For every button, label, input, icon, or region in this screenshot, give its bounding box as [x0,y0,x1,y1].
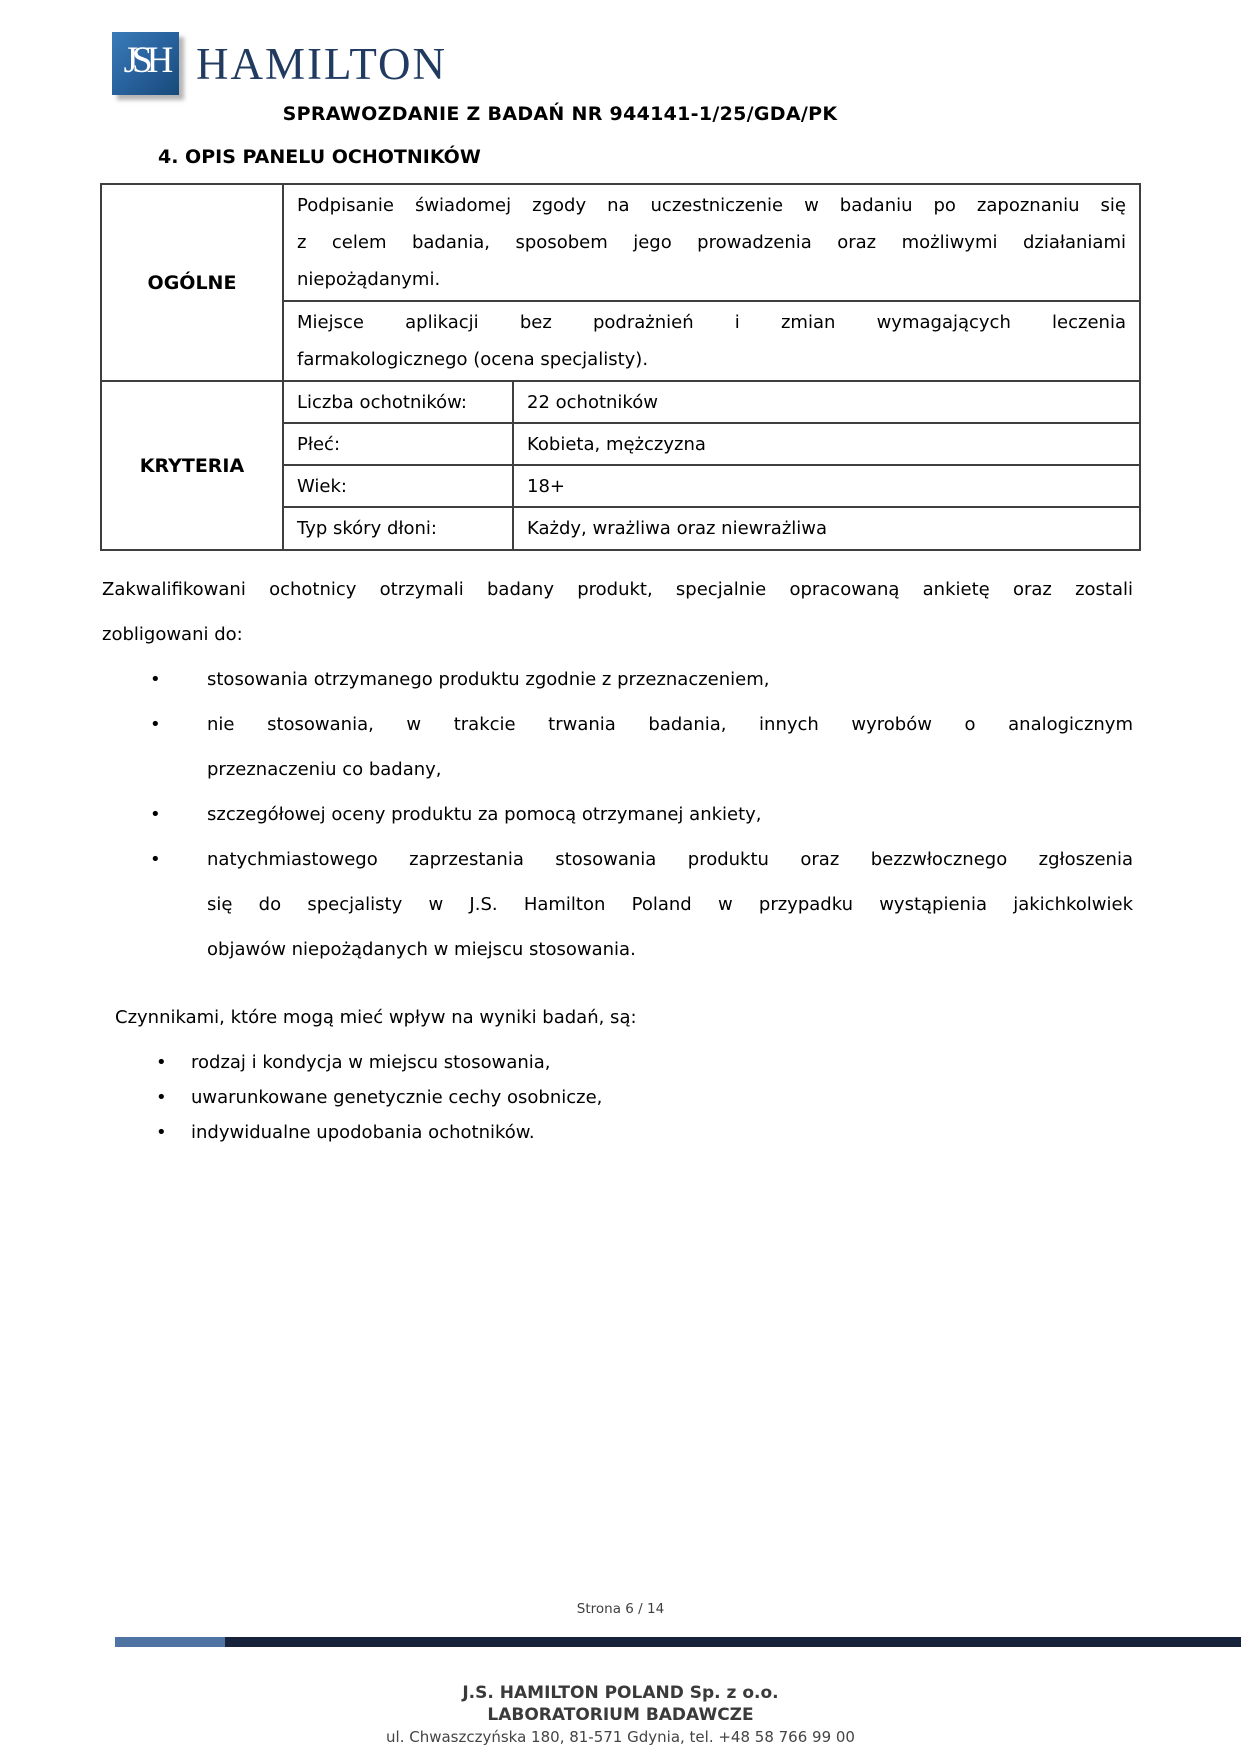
logo-monogram: JSH [123,40,168,81]
footer [0,1682,1241,1748]
footer-divider-bar [115,1637,1241,1647]
general-application-text: Miejsce aplikacji bez podrażnień i zmian wymagających leczenia farmakologicznego (ocena specjalisty). [297,312,1126,370]
bullet-icon: • [150,849,161,870]
bullet-icon: • [150,714,161,735]
criteria-name-sex: Płeć: [283,423,513,465]
footer-lab-name: LABORATORIUM BADAWCZE [487,1705,754,1725]
criteria-value-sex: Kobieta, mężczyzna [513,423,1140,465]
bullet-icon: • [156,1052,167,1073]
footer-address: ul. Chwaszczyńska 180, 81-571 Gdynia, tel. +48 58 766 99 00 [386,1728,855,1746]
bullet-icon: • [156,1087,167,1108]
spacer [102,972,1133,994]
section-heading: 4. OPIS PANELU OCHOTNIKÓW [158,146,481,168]
list-item [102,837,1133,972]
footer-company-name: J.S. HAMILTON POLAND Sp. z o.o. [462,1683,779,1703]
bullet-icon: • [150,669,161,690]
brand-name: HAMILTON [196,39,448,89]
list-item-text: rodzaj i kondycja w miejscu stosowania, [191,1052,551,1073]
criteria-label: KRYTERIA [101,381,283,550]
list-item [102,1045,1133,1080]
factors-list [102,1045,1133,1150]
general-label: OGÓLNE [101,184,283,381]
list-item-text: szczegółowej oceny produktu za pomocą otrzymanej ankiety, [207,804,762,825]
bullet-icon: • [156,1122,167,1143]
list-item [102,1080,1133,1115]
list-item-text: stosowania otrzymanego produktu zgodnie z przeznaczeniem, [207,669,770,690]
company-logo [112,32,447,95]
list-item [102,792,1133,837]
jsh-logo-icon [112,32,179,95]
list-item-text: natychmiastowego zaprzestania stosowania produktu oraz bezzwłocznego zgłoszenia się do specjalisty w J.S. Hamilton Poland w przypadku wystąpienia jakichkolwiek objawów niepożądanych w miejscu stosowania. [207,849,1133,960]
intro-paragraph: Zakwalifikowani ochotnicy otrzymali badany produkt, specjalnie opracowaną ankietę oraz zostali zobligowani do: [102,579,1133,645]
list-item-text: uwarunkowane genetycznie cechy osobnicze, [191,1087,603,1108]
document-title: SPRAWOZDANIE Z BADAŃ NR 944141-1/25/GDA/PK [282,103,838,125]
factors-heading: Czynnikami, które mogą mieć wpływ na wyniki badań, są: [115,1007,637,1028]
panel-table [100,183,1141,551]
criteria-value-skin: Każdy, wrażliwa oraz niewrażliwa [513,507,1140,550]
body-content [102,567,1133,1150]
list-item [102,1115,1133,1150]
general-consent-cell [283,184,1140,301]
list-item-text: nie stosowania, w trakcie trwania badania, innych wyrobów o analogicznym przeznaczeniu co badany, [207,714,1133,780]
criteria-value-volunteers: 22 ochotników [513,381,1140,423]
footer-divider-accent [115,1637,225,1647]
criteria-name-age: Wiek: [283,465,513,507]
criteria-name-skin: Typ skóry dłoni: [283,507,513,550]
list-item [102,702,1133,792]
criteria-value-age: 18+ [513,465,1140,507]
general-application-cell [283,301,1140,381]
criteria-name-volunteers: Liczba ochotników: [283,381,513,423]
page-number: Strona 6 / 14 [576,1601,665,1617]
obligations-list [102,657,1133,972]
general-consent-text: Podpisanie świadomej zgody na uczestniczenie w badaniu po zapoznaniu się z celem badania, sposobem jego prowadzenia oraz możliwymi działaniami niepożądanymi. [297,195,1126,290]
list-item [102,657,1133,702]
list-item-text: indywidualne upodobania ochotników. [191,1122,535,1143]
bullet-icon: • [150,804,161,825]
